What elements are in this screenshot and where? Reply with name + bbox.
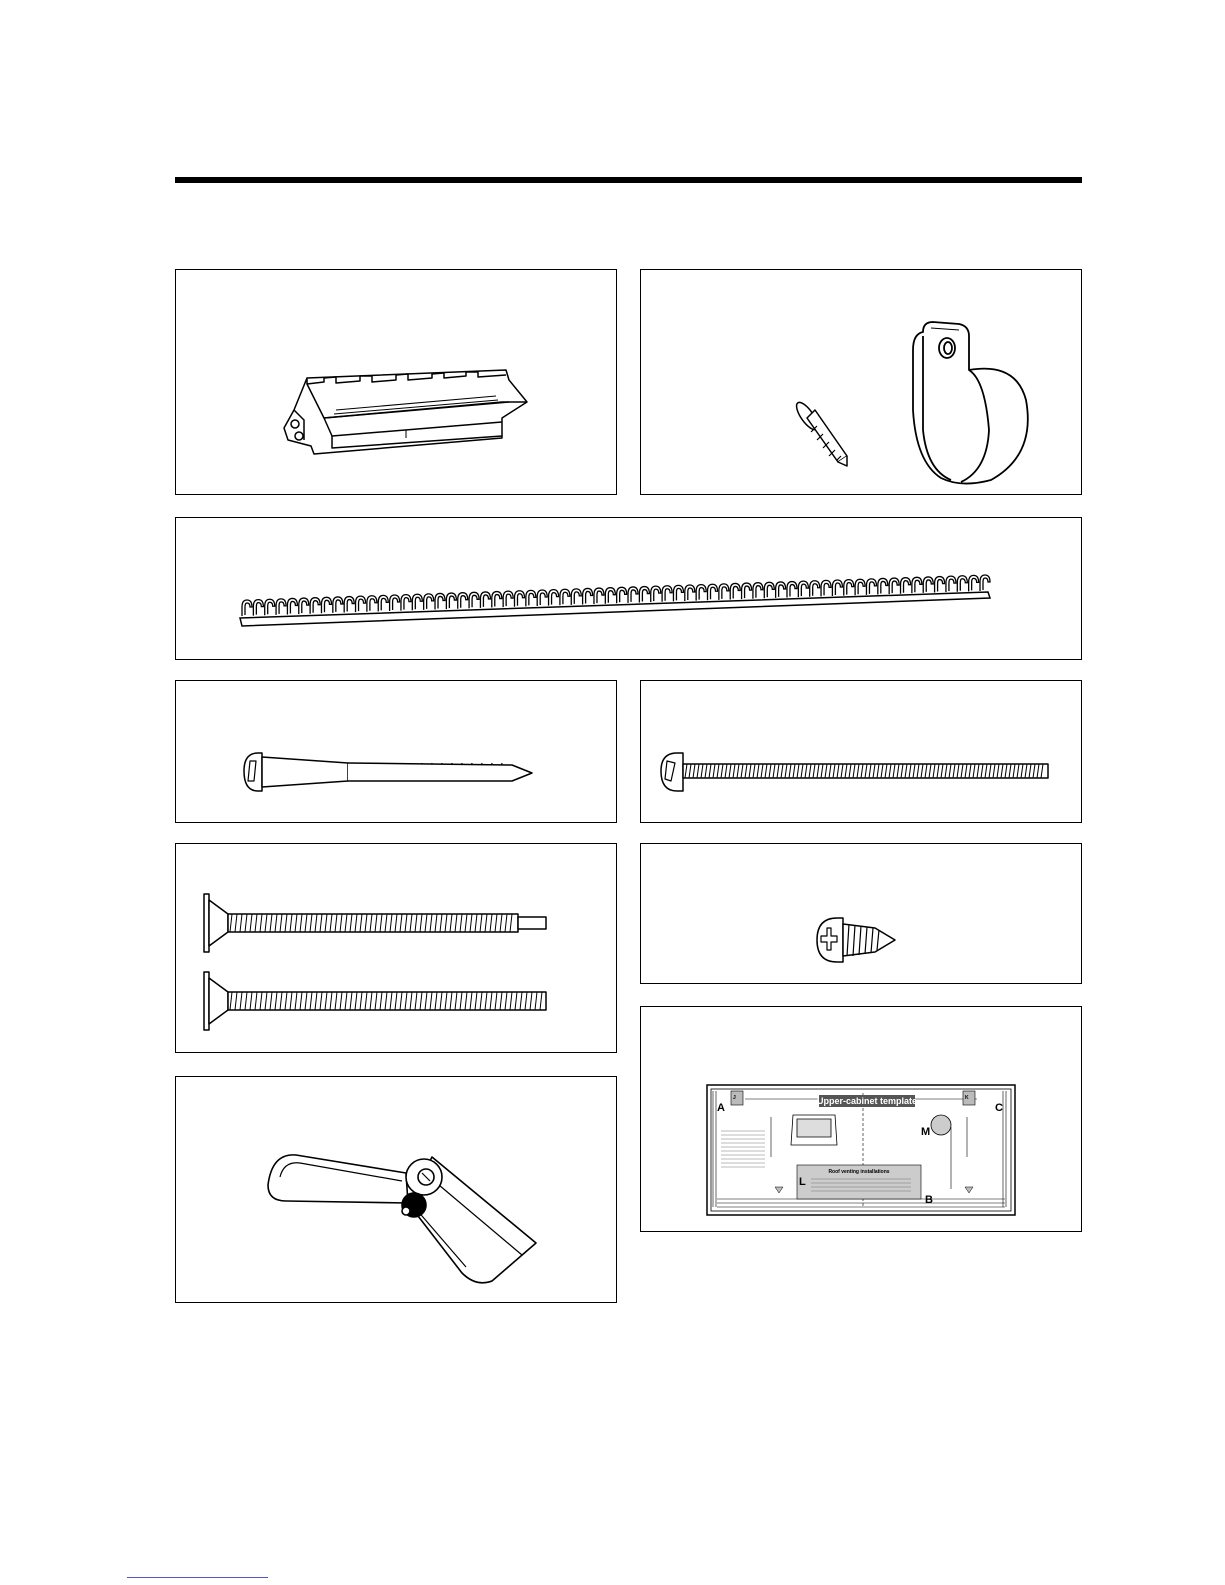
part-box-cabinet-template <box>640 1006 1082 1232</box>
footer-link-underline <box>127 1577 268 1578</box>
part-box-long-bolts <box>175 843 617 1053</box>
machine-bolt-icon <box>661 753 1048 791</box>
part-box-sheet-metal-screw <box>640 843 1082 984</box>
part-box-wire-channel <box>175 517 1082 660</box>
header-rule <box>175 177 1082 183</box>
wood-screw-icon <box>244 753 532 791</box>
template-letter-j: J <box>733 1095 736 1101</box>
template-letter-c: C <box>995 1102 1003 1114</box>
template-letter-m: M <box>921 1126 931 1138</box>
part-box-cable-clamp <box>640 269 1082 495</box>
template-letter-a: A <box>717 1102 725 1114</box>
template-section-label: Roof venting installations <box>828 1169 890 1175</box>
toggle-bolt-icon <box>268 1155 536 1283</box>
part-box-vent-adapter <box>175 269 617 495</box>
template-letter-k: K <box>965 1095 969 1101</box>
part-box-machine-bolt <box>640 680 1082 823</box>
template-letter-l: L <box>799 1176 806 1188</box>
sheet-metal-screw-icon <box>817 918 895 962</box>
mounting-screw-icon <box>793 399 847 466</box>
vent-adapter-icon <box>176 270 618 496</box>
long-bolts-icon <box>204 894 546 1030</box>
template-letter-b: B <box>925 1194 933 1206</box>
part-box-toggle-bolt <box>175 1076 617 1303</box>
template-title: Upper-cabinet template <box>816 1096 918 1106</box>
cabinet-template-icon <box>707 1085 1015 1215</box>
part-box-wood-screw <box>175 680 617 823</box>
wire-channel-strip-icon <box>176 518 1083 661</box>
cable-clamp-icon <box>913 322 1028 484</box>
